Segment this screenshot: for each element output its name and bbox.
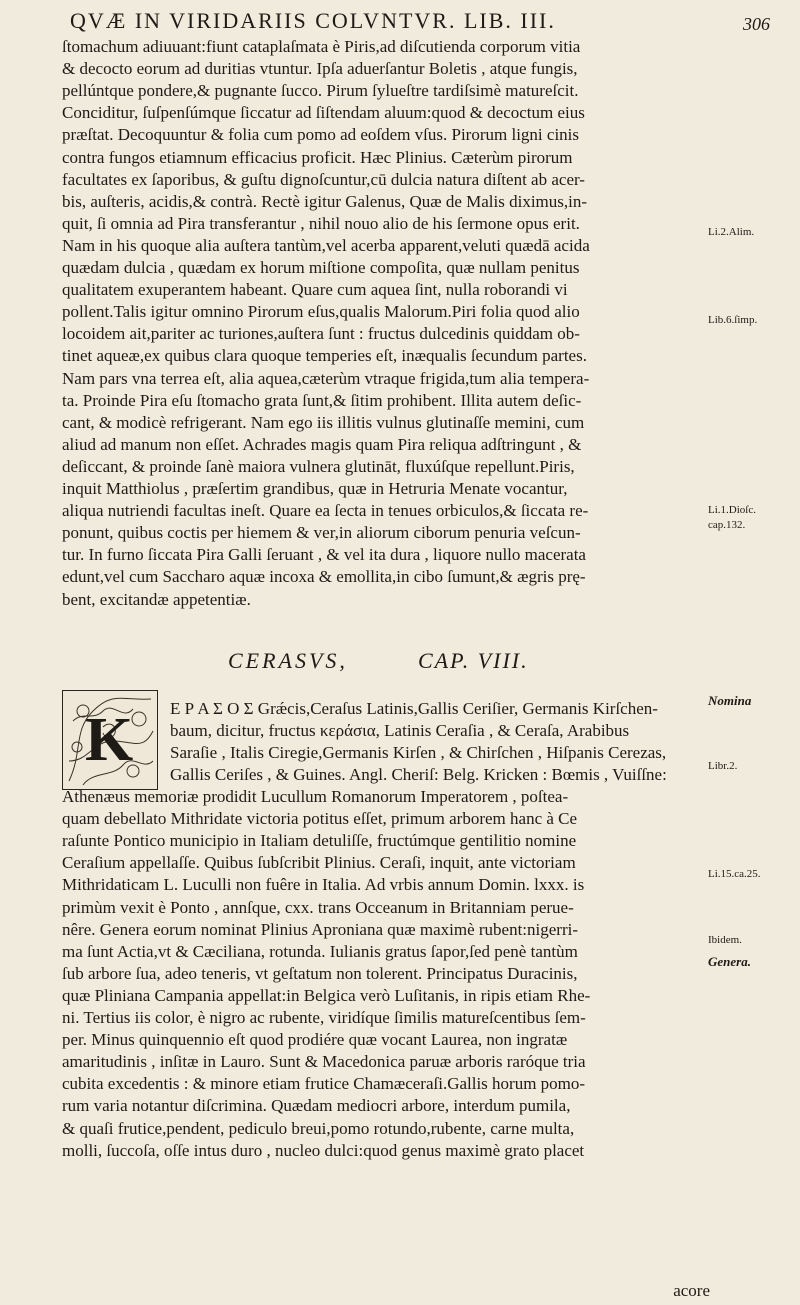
text-line: Gallis Ceriſes , & Guines. Angl. Cheriſ: Belg. Kricken : Bœmis , Vuiſſne: — [170, 765, 667, 784]
text-line: bent, excitandæ appetentiæ. — [62, 589, 251, 609]
text-line: præſtat. Decoquuntur & folia cum pomo ad eoſdem vſus. Pirorum ligni cinis — [62, 125, 580, 145]
margin-note-genera: Genera. — [708, 954, 751, 969]
text-line: tur. In furno ſiccata Pira Galli ſeruant , & vel ita dura , liquore nullo macerata — [62, 545, 586, 565]
text-line: Saraſie , Italis Ciregie,Germanis Kirſen , & Chirſchen , Hiſpanis Cerezas, — [170, 743, 667, 762]
text-line: cant, & modicè refrigerant. Nam ego iis illitis vulnus glutinaſſe memini, cum — [62, 412, 585, 432]
margin-note-nomina: Nomina — [708, 693, 752, 708]
text-line: ni. Tertius iis color, è nigro ac rubente, viridíque ſimilis matureſcentibus ſem- — [62, 1008, 586, 1027]
text-line: Mithridaticam L. Luculli non fuêre in Italia. Ad vrbis annum Domin. lxxx. is — [62, 875, 585, 895]
text-line: contra fungos etiamnum efficacius proficit. Hæc Plinius. Cæterùm pirorum — [62, 147, 573, 167]
chapter-heading — [0, 648, 800, 678]
text-line: edunt,vel cum Saccharo aquæ incoxa & emollita,in cibo ſumunt,& ægris prę- — [62, 567, 586, 587]
text-line: quam debellato Mithridate victoria potitus eſſet, primum arborem hanc à Ce — [62, 809, 578, 829]
text-line: quæ Pliniana Campania appellat:in Belgica verò Luſitanis, in ripis etiam Rhe- — [62, 985, 591, 1005]
text-line: ſtomachum adiuuant:fiunt cataplaſmata è Piris,ad diſcutienda corporum vitia — [62, 37, 581, 56]
text-line: qualitatem exuperantem habeant. Quare cum aquea ſint, nulla roborandi vi — [62, 280, 568, 300]
text-line: primùm vexit è Ponto , annſque, cxx. trans Occeanum in Britanniam perue- — [62, 897, 574, 917]
text-line: facultates ex ſaporibus, & guſtu dignoſcuntur,cū dulcia natura diſtent ab acer- — [62, 169, 585, 189]
text-line: tinet aqueæ,ex quibus clara quoque temperies eſt, inæqualis ſecundum partes. — [62, 346, 587, 366]
text-line: & decocto eorum ad duritias vtuntur. Ipſa aduerſantur Boletis , atque fungis, — [62, 59, 578, 79]
margin-note-simpl: Lib.6.ſimp. — [708, 314, 758, 326]
text-line: inquit Matthiolus , præſertim grandibus, quæ in Hetruria Menate vocantur, — [62, 479, 568, 498]
text-line: baum, dicitur, fructus κεράσια, Latinis Ceraſia , & Ceraſa, Arabibus — [170, 721, 630, 740]
text-line: ſub arbore ſua, adeo teneris, vt geſtatum non tolerent. Principatus Duracinis, — [62, 963, 578, 983]
running-title: QVÆ IN VIRIDARIIS COLVNTVR. LIB. III. — [70, 8, 556, 33]
text-line: Nam in his quoque alia auſtera tantùm,vel acerba apparent,veluti quædā acida — [62, 235, 590, 255]
text-line: aliqua nutriendi facultas ineſt. Quare ea ſecta in tenues orbiculos,& ſiccata re- — [62, 501, 589, 521]
decorated-initial — [62, 690, 158, 790]
text-line: ma ſunt Actia,vt & Cæciliana, rotunda. Iulianis gratus ſapor,ſed penè tantùm — [62, 941, 578, 961]
text-line: rum varia notantur diſcrimina. Quædam mediocri arbore, interdum pumila, — [62, 1096, 571, 1116]
folio-number: 306 — [743, 14, 770, 34]
margin-note-alim: Li.2.Alim. — [708, 226, 755, 238]
text-line: per. Minus quinquennio eſt quod prodiére quæ vocant Laurea, non ingratæ — [62, 1030, 568, 1050]
margin-note-ca: Li.15.ca.25. — [708, 868, 761, 880]
text-line: pellúntque pondere,& pugnante ſucco. Pirum ſylueſtre tardiſsimè matureſcit. — [62, 81, 579, 101]
chapter-title: CERASVS, — [228, 648, 348, 673]
text-line: quædam dulcia , quædam ex horum miſtione compoſita, quæ nullam penitus — [62, 258, 580, 277]
text-line: Ε Ρ Α Σ Ο Σ Grǽcis,Ceraſus Latinis,Gallis Ceriſier, Germanis Kirſchen- — [170, 699, 658, 718]
text-line: pollent.Talis igitur omnino Pirorum eſus,qualis Malorum.Piri folia quod alio — [62, 302, 580, 322]
text-line: aliud ad manum non eſſet. Achrades magis quam Pira reliqua adſtringunt , & — [62, 434, 582, 454]
catchword: acore — [673, 1281, 710, 1300]
text-line: Conciditur, ſuſpenſúmque ſiccatur ad ſiſtendam aluum:quod & decoctum eius — [62, 103, 585, 123]
text-line: amaritudinis , inſitæ in Lauro. Sunt & Macedonica paruæ arboris raróque tria — [62, 1052, 586, 1072]
margin-note-diosc-cap: cap.132. — [708, 519, 746, 531]
text-line: Ceraſium appellaſſe. Quibus ſubſcribit Plinius. Ceraſi, inquit, ante victoriam — [62, 853, 576, 873]
text-line: molli, ſuccoſa, oſſe intus duro , nucleo dulci:quod genus maximè grato placet — [62, 1140, 585, 1160]
chapter-number: CAP. VIII. — [418, 648, 529, 673]
text-line: cubita excedentis : & minore etiam frutice Chamæceraſi.Gallis horum pomo- — [62, 1074, 586, 1094]
text-line: raſunte Pontico municipio in Italiam detuliſſe, fructúmque gentilitio nomine — [62, 831, 577, 851]
running-header — [70, 8, 770, 36]
text-line: ta. Proinde Pira eſu ſtomacho grata ſunt,& ſitim prohibent. Illita autem deſic- — [62, 390, 582, 410]
text-line: Athenæus memoriæ prodidit Lucullum Romanorum Imperatorem , poſtea- — [62, 787, 569, 806]
margin-note-ibidem: Ibidem. — [708, 934, 742, 946]
text-line: ponunt, quibus coctis per hiemem & ver,in aliorum ciborum penuria veſcun- — [62, 523, 581, 543]
text-line: bis, auſteris, acidis,& contrà. Rectè igitur Galenus, Quæ de Malis diximus,in- — [62, 191, 588, 211]
margin-note-libr: Libr.2. — [708, 760, 738, 772]
margin-note-diosc: Li.1.Dioſc. — [708, 504, 756, 516]
text-line: & quaſi frutice,pendent, pediculo breui,pomo rotundo,rubente, carne multa, — [62, 1118, 575, 1138]
text-line: Nam pars vna terrea eſt, alia aquea,cæterùm vtraque frigida,tum alia tempera- — [62, 368, 590, 388]
text-line: deſiccant, & proinde ſanè maiora vulnera glutināt, fluxúſque repellunt.Piris, — [62, 456, 575, 476]
text-line: quit, ſi omnia ad Pira transferantur , nihil nouo alio de his ſermone opus erit. — [62, 213, 580, 233]
initial-letter: K — [85, 706, 134, 774]
text-line: nêre. Genera eorum nominat Plinius Aproniana quæ maximè rubent:nigerri- — [62, 919, 579, 939]
text-line: locoidem ait,pariter ac turiones,auſtera ſunt : fructus dulcedinis quiddam ob- — [62, 324, 580, 344]
